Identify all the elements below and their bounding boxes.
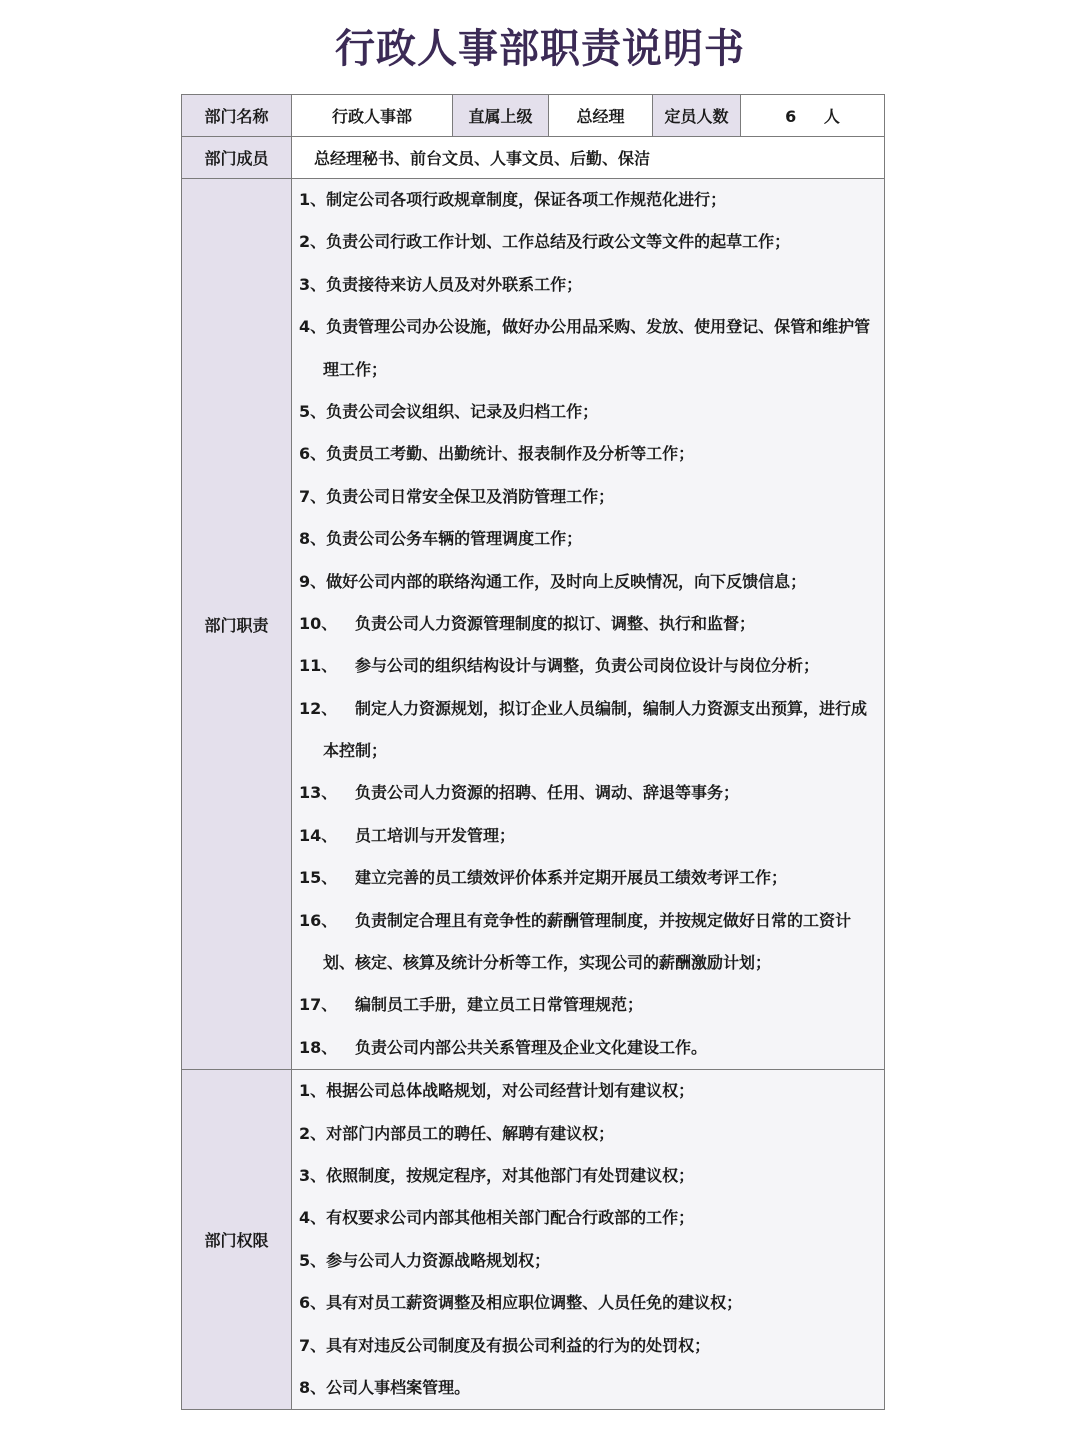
authority-number: 7、 [299,1335,327,1355]
authority-item [299,1070,878,1112]
duty-text: 参与公司的组织结构设计与调整，负责公司岗位设计与岗位分析； [355,656,820,676]
authority-text: 具有对违反公司制度及有损公司利益的行为的处罚权； [326,1335,711,1355]
duty-item-continuation [299,730,878,772]
duty-text: 负责公司会议组织、记录及归档工作； [326,401,599,421]
duty-item [299,306,878,348]
authority-text: 根据公司总体战略规划，对公司经营计划有建议权； [326,1081,695,1101]
dept-name-value: 行政人事部 [292,95,453,137]
authority-item [299,1367,878,1409]
authority-number: 3、 [299,1165,327,1185]
header-row [182,95,885,137]
duty-text: 建立完善的员工绩效评价体系并定期开展员工绩效考评工作； [355,868,788,888]
authority-number: 8、 [299,1377,327,1397]
duty-number: 1、 [299,190,327,209]
duty-item [299,179,878,221]
headcount-value: 6 人 [741,95,885,137]
duty-text: 理工作； [323,359,388,379]
duty-text: 负责管理公司办公设施，做好办公用品采购、发放、使用登记、保管和维护管 [326,317,871,337]
members-value: 总经理秘书、前台文员、人事文员、后勤、保洁 [292,137,885,179]
authority-number: 4、 [299,1208,327,1228]
duty-number: 7、 [299,486,327,506]
authority-item [299,1197,878,1239]
authority-number: 1、 [299,1081,327,1101]
duty-text: 制定公司各项行政规章制度，保证各项工作规范化进行； [326,190,727,209]
duty-item [299,815,878,857]
duty-text: 编制员工手册，建立员工日常管理规范； [355,995,644,1015]
duty-text: 负责公司行政工作计划、工作总结及行政公文等文件的起草工作； [326,232,791,252]
authority-item [299,1113,878,1155]
duty-item [299,772,878,814]
duty-text: 负责公司人力资源管理制度的拟订、调整、执行和监督； [355,613,756,633]
headcount-label: 定员人数 [653,95,741,137]
duty-item [299,264,878,306]
members-label: 部门成员 [182,137,292,179]
duties-list [292,179,885,1070]
duty-text: 做好公司内部的联络沟通工作，及时向上反映情况，向下反馈信息； [326,571,807,591]
duty-text: 负责制定合理且有竞争性的薪酬管理制度，并按规定做好日常的工资计 [355,910,852,930]
duty-item [299,476,878,518]
duty-item [299,603,878,645]
authority-text: 参与公司人力资源战略规划权； [326,1250,551,1270]
duty-text: 负责公司人力资源的招聘、任用、调动、辞退等事务； [355,783,740,803]
duty-item-continuation [299,942,878,984]
duty-number: 2、 [299,232,327,252]
duty-text: 负责公司内部公共关系管理及企业文化建设工作。 [355,1037,708,1057]
members-row [182,137,885,179]
duty-text: 本控制； [323,741,388,761]
duty-text: 负责员工考勤、出勤统计、报表制作及分析等工作； [326,444,695,464]
duty-number: 18、 [299,1037,338,1057]
authority-text: 依照制度，按规定程序，对其他部门有处罚建议权； [326,1165,695,1185]
duty-number: 10、 [299,613,338,633]
authority-item [299,1155,878,1197]
duty-text: 负责公司公务车辆的管理调度工作； [326,529,583,549]
duty-item [299,857,878,899]
duty-number: 14、 [299,825,338,845]
duty-number: 17、 [299,995,338,1015]
authority-label: 部门权限 [182,1070,292,1410]
duty-item [299,221,878,263]
duties-row [182,179,885,1070]
duty-number: 15、 [299,868,338,888]
duty-number: 6、 [299,444,327,464]
duty-item [299,561,878,603]
duty-number: 8、 [299,529,327,549]
duty-number: 5、 [299,401,327,421]
duty-item [299,1027,878,1069]
authority-number: 5、 [299,1250,327,1270]
duty-number: 16、 [299,910,338,930]
duty-text: 负责接待来访人员及对外联系工作； [326,274,583,294]
duty-text: 制定人力资源规划，拟订企业人员编制，编制人力资源支出预算，进行成 [355,698,868,718]
duty-item [299,900,878,942]
authority-text: 公司人事档案管理。 [326,1377,471,1397]
authority-item [299,1282,878,1324]
authority-item [299,1325,878,1367]
responsibility-table [181,94,885,1410]
duty-item [299,518,878,560]
authority-item [299,1240,878,1282]
duty-number: 3、 [299,274,327,294]
duty-text: 划、核定、核算及统计分析等工作，实现公司的薪酬激励计划； [323,953,772,973]
authority-text: 对部门内部员工的聘任、解聘有建议权； [326,1123,615,1143]
duty-number: 9、 [299,571,327,591]
duty-item [299,984,878,1026]
duties-label: 部门职责 [182,179,292,1070]
duty-item [299,645,878,687]
duty-item [299,688,878,730]
authority-text: 具有对员工薪资调整及相应职位调整、人员任免的建议权； [326,1293,743,1313]
duty-item-continuation [299,349,878,391]
superior-label: 直属上级 [453,95,549,137]
authority-list [292,1070,885,1410]
authority-text: 有权要求公司内部其他相关部门配合行政部的工作； [326,1208,695,1228]
authority-number: 2、 [299,1123,327,1143]
duty-number: 12、 [299,698,338,718]
superior-value: 总经理 [549,95,653,137]
duty-text: 员工培训与开发管理； [355,825,516,845]
duty-item [299,391,878,433]
authority-row [182,1070,885,1410]
duty-number: 13、 [299,783,338,803]
duty-number: 11、 [299,656,338,676]
authority-number: 6、 [299,1293,327,1313]
document-title: 行政人事部职责说明书 [335,26,745,72]
duty-number: 4、 [299,317,327,337]
dept-name-label: 部门名称 [182,95,292,137]
duty-item [299,433,878,475]
duty-text: 负责公司日常安全保卫及消防管理工作； [326,486,615,506]
